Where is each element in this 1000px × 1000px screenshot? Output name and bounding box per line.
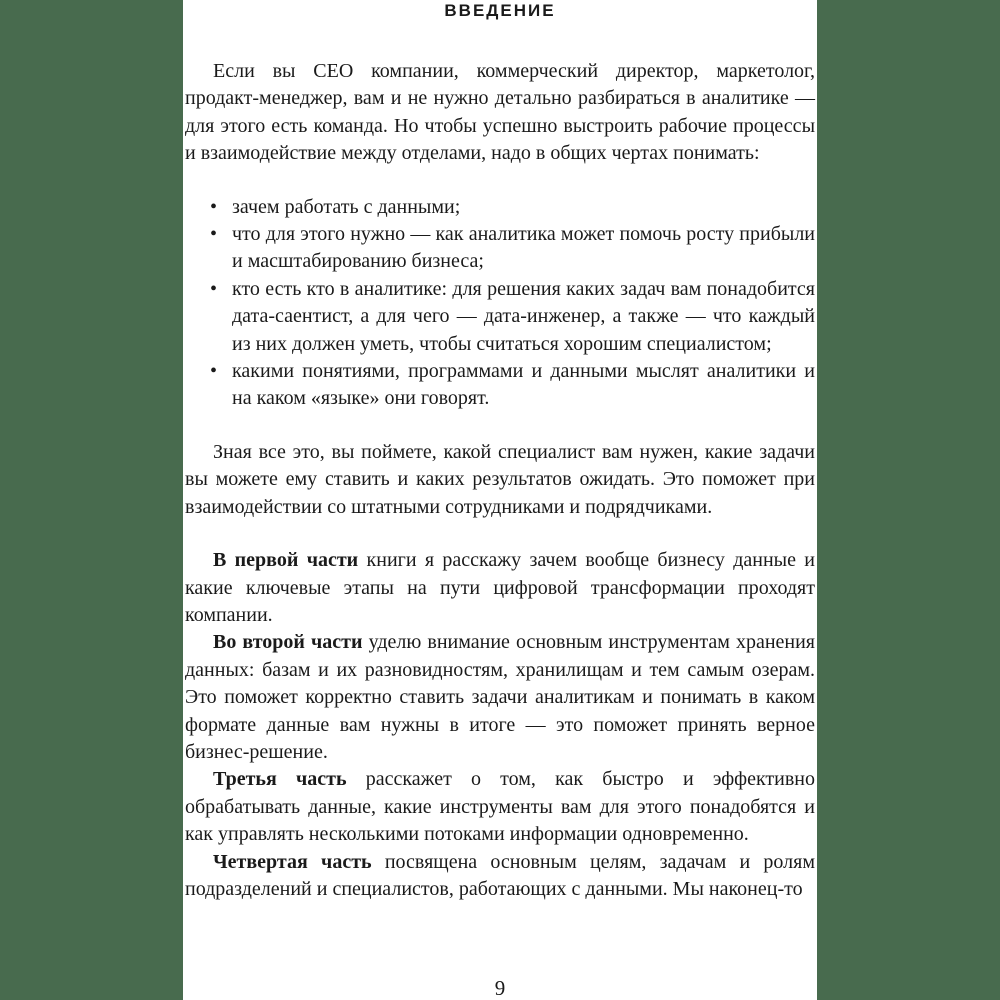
bullet-item: • что для этого нужно — как аналитика может помочь росту прибыли и масштабированию бизнеса; xyxy=(210,223,815,273)
bullet-marker-icon: • xyxy=(210,195,218,218)
paragraph-bold-lead: Третья часть xyxy=(213,768,347,791)
bullet-item: • какими понятиями, программами и данными мыслят аналитики и на каком «языке» они говорят. xyxy=(210,360,815,410)
page-body xyxy=(185,58,815,903)
paragraph: Во второй части уделю внимание основным инструментам хранения данных: базам и их разновидностям, хранилищам и тем самым озерам. Это поможет корректно ставить задачи аналитикам и понимать в каком формате данные вам нужны в итоге — это поможет принять верное бизнес-решение. xyxy=(185,631,816,763)
bullet-marker-icon: • xyxy=(210,277,218,300)
bullet-marker-icon: • xyxy=(210,223,218,246)
paragraph: Если вы CEO компании, коммерческий директор, маркетолог, продакт-менеджер, вам и не нужно детально разбираться в аналитике — для этого есть команда. Но чтобы успешно выстроить рабочие процессы и взаимодействие между отделами, надо в общих чертах понимать: xyxy=(185,60,815,165)
bullet-item: • зачем работать с данными; xyxy=(185,194,815,221)
paragraph-bold-lead: Во второй части xyxy=(213,631,363,654)
paragraph: В первой части книги я расскажу зачем вообще бизнесу данные и какие ключевые этапы на пути цифровой трансформации проходят компании. xyxy=(185,549,815,626)
paragraph: Зная все это, вы поймете, какой специалист вам нужен, какие задачи вы можете ему ставить и каких результатов ожидать. Это поможет при взаимодействии со штатными сотрудниками и подрядчиками. xyxy=(185,440,815,518)
paragraph: Четвертая часть посвящена основным целям, задачам и ролям подразделений и специалистов, работающих с данными. Мы наконец-то xyxy=(185,850,815,900)
page-paper xyxy=(183,0,817,1000)
paragraph: Третья часть расскажет о том, как быстро и эффективно обрабатывать данные, какие инструменты вам для этого понадобятся и как управлять несколькими потоками информации одновременно. xyxy=(185,768,816,846)
paragraph-bold-lead: В первой части xyxy=(213,549,359,572)
bullet-list xyxy=(185,194,815,413)
bullet-item: • кто есть кто в аналитике: для решения каких задач вам понадобится дата-саентист, а для чего — дата-инженер, а также — что каждый из них должен уметь, чтобы считаться хорошим специалистом; xyxy=(210,277,815,355)
bullet-marker-icon: • xyxy=(210,360,218,383)
chapter-title: ВВЕДЕНИЕ xyxy=(444,1,556,20)
paragraph-bold-lead: Четвертая часть xyxy=(213,850,372,873)
page-number: 9 xyxy=(494,976,506,1000)
